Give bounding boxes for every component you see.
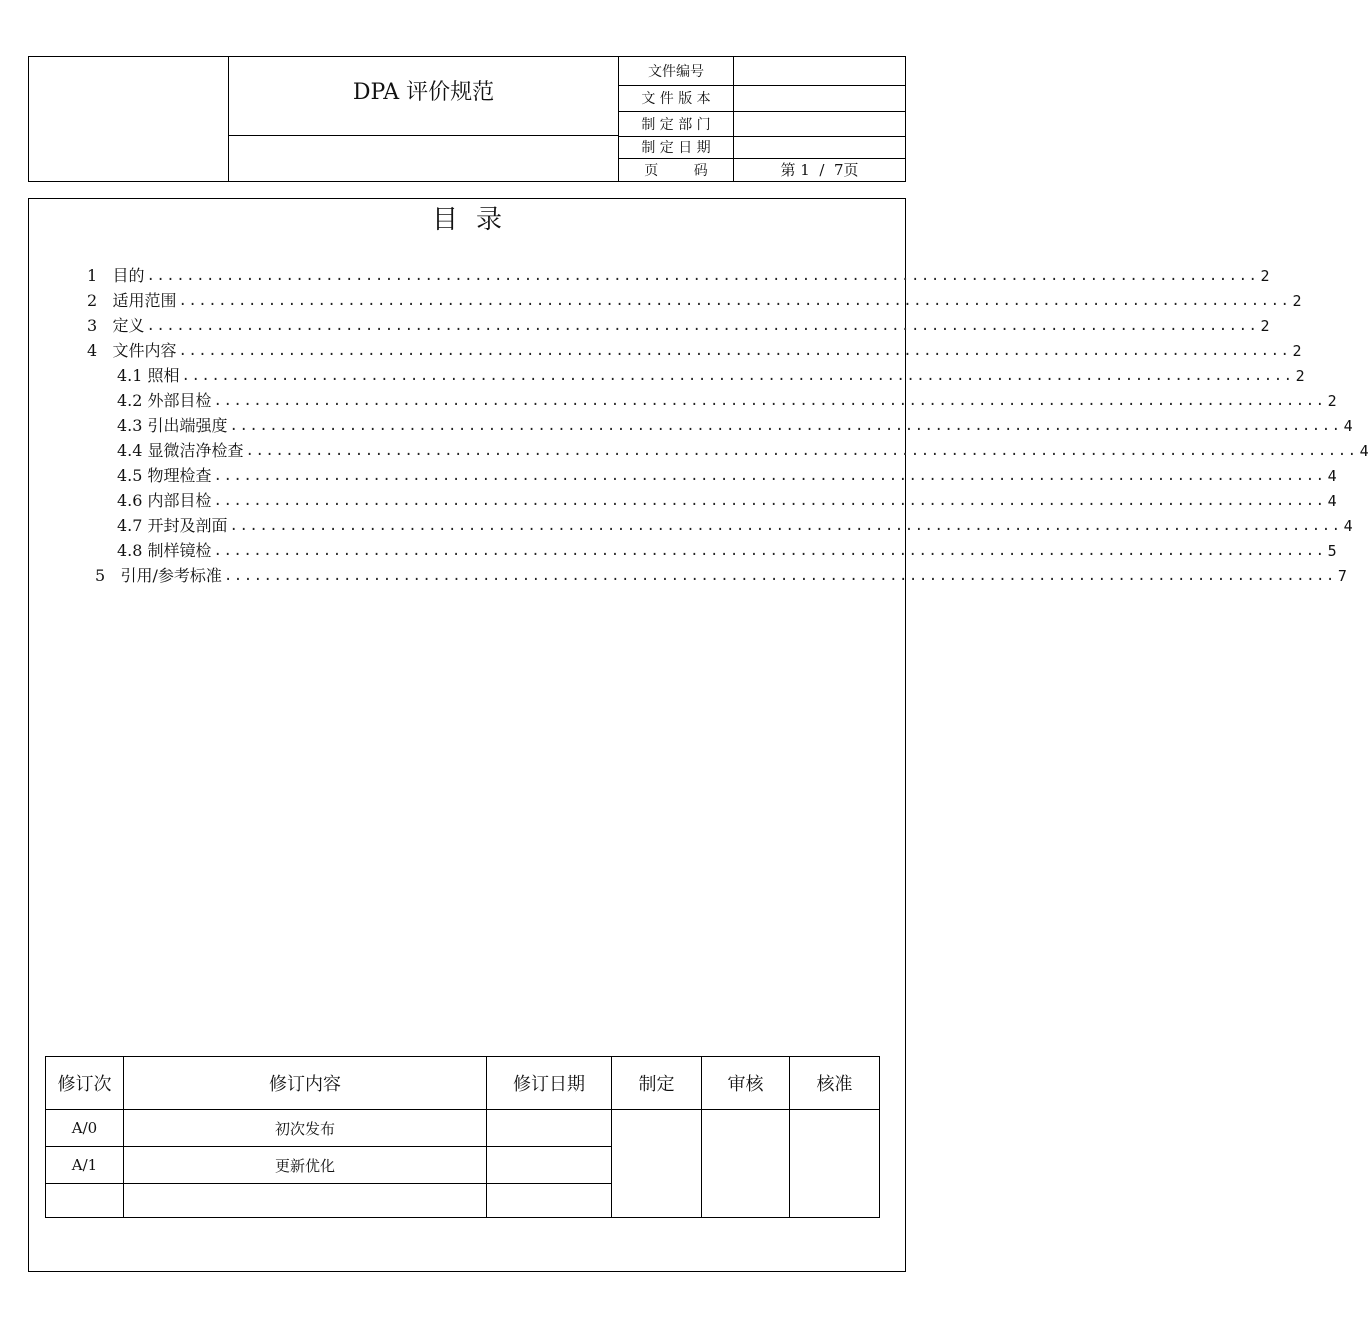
toc-leader: ................................................................................................................ [229, 418, 1342, 434]
toc-entry[interactable] [87, 436, 1369, 461]
toc-entry[interactable] [87, 461, 1337, 486]
toc-entry[interactable] [87, 561, 1347, 586]
toc-page: 5 [1327, 542, 1337, 560]
meta-row-version [619, 85, 905, 112]
col-header-revision: 修订次 [46, 1057, 124, 1110]
table-of-contents [87, 261, 1369, 586]
toc-entry[interactable] [87, 486, 1337, 511]
toc-title: 照相 [147, 366, 180, 385]
toc-entry[interactable] [87, 286, 1302, 311]
toc-title: 定义 [112, 316, 145, 335]
meta-row-doc-number [619, 57, 905, 86]
toc-number: 1 [87, 266, 113, 285]
toc-number: 3 [87, 316, 113, 335]
toc-leader: ................................................................................................................ [181, 368, 1294, 384]
title-cell [229, 57, 619, 136]
toc-number: 5 [95, 566, 121, 585]
toc-page: 4 [1327, 467, 1337, 485]
drafted-by-cell [612, 1110, 702, 1218]
toc-title: 文件内容 [112, 341, 177, 360]
toc-title: 适用范围 [112, 291, 177, 310]
page-counter: 第 1 / 7页 [780, 161, 859, 179]
col-header-approved-by: 核准 [790, 1057, 880, 1110]
meta-value [734, 111, 905, 136]
toc-leader: ................................................................................................................ [178, 343, 1291, 359]
toc-entry[interactable] [87, 261, 1270, 286]
col-header-content: 修订内容 [124, 1057, 487, 1110]
toc-title: 内部目检 [147, 491, 212, 510]
toc-page: 2 [1260, 267, 1270, 285]
toc-page: 2 [1295, 367, 1305, 385]
revision-code: A/1 [46, 1147, 124, 1184]
meta-label: 制 定 日 期 [619, 136, 734, 158]
revision-content [124, 1184, 487, 1218]
meta-value [734, 136, 905, 158]
toc-leader: ................................................................................................................ [213, 543, 1326, 559]
toc-page: 2 [1327, 392, 1337, 410]
toc-entry[interactable] [87, 536, 1337, 561]
toc-page: 4 [1343, 417, 1353, 435]
toc-title: 显微洁净检查 [147, 441, 244, 460]
toc-number: 4.1 [117, 366, 148, 385]
toc-title: 开封及剖面 [147, 516, 228, 535]
toc-leader: ................................................................................................................ [229, 518, 1342, 534]
toc-number: 4 [87, 341, 113, 360]
toc-title: 引出端强度 [147, 416, 228, 435]
revision-header-row [46, 1057, 880, 1110]
meta-label: 制 定 部 门 [619, 111, 734, 136]
toc-number: 4.2 [117, 391, 148, 410]
toc-leader: ................................................................................................................ [146, 318, 1259, 334]
meta-label: 文 件 版 本 [619, 85, 734, 111]
toc-number: 4.6 [117, 491, 148, 510]
meta-value [734, 85, 905, 111]
toc-entry[interactable] [87, 361, 1305, 386]
toc-entry[interactable] [87, 511, 1353, 536]
toc-page: 4 [1327, 492, 1337, 510]
revision-row [46, 1110, 880, 1147]
revision-history-table [45, 1056, 880, 1218]
subtitle-cell [229, 136, 619, 181]
toc-page: 2 [1260, 317, 1270, 335]
toc-leader: ................................................................................................................ [213, 393, 1326, 409]
col-header-date: 修订日期 [487, 1057, 612, 1110]
meta-row-page [619, 158, 905, 181]
meta-row-department [619, 111, 905, 137]
toc-number: 4.4 [117, 441, 148, 460]
toc-leader: ................................................................................................................ [213, 493, 1326, 509]
toc-page: 2 [1292, 292, 1302, 310]
meta-label: 文件编号 [619, 57, 734, 85]
toc-number: 4.5 [117, 466, 148, 485]
col-header-reviewed-by: 审核 [702, 1057, 790, 1110]
toc-entry[interactable] [87, 336, 1302, 361]
toc-leader: ................................................................................................................ [213, 468, 1326, 484]
revision-code: A/0 [46, 1110, 124, 1147]
toc-title: 外部目检 [147, 391, 212, 410]
toc-title: 目的 [112, 266, 145, 285]
revision-code [46, 1184, 124, 1218]
toc-title: 制样镜检 [147, 541, 212, 560]
toc-leader: ................................................................................................................ [245, 443, 1358, 459]
toc-entry[interactable] [87, 411, 1353, 436]
col-header-drafted-by: 制定 [612, 1057, 702, 1110]
reviewed-by-cell [702, 1110, 790, 1218]
toc-heading: 目录 [431, 205, 520, 235]
toc-page: 4 [1359, 442, 1369, 460]
toc-title: 引用/参考标准 [120, 566, 222, 585]
toc-number: 4.8 [117, 541, 148, 560]
toc-number: 4.7 [117, 516, 148, 535]
revision-date [487, 1147, 612, 1184]
logo-cell [29, 57, 229, 181]
revision-date [487, 1110, 612, 1147]
toc-number: 4.3 [117, 416, 148, 435]
toc-page: 4 [1343, 517, 1353, 535]
meta-value [734, 57, 905, 85]
toc-number: 2 [87, 291, 113, 310]
document-header [28, 56, 906, 182]
toc-page: 2 [1292, 342, 1302, 360]
toc-leader: ................................................................................................................ [178, 293, 1291, 309]
toc-page: 7 [1337, 567, 1347, 585]
meta-label: 页 码 [619, 158, 734, 181]
document-meta-table [619, 57, 905, 181]
toc-leader: ................................................................................................................ [223, 568, 1336, 584]
revision-content: 初次发布 [124, 1110, 487, 1147]
toc-entry[interactable] [87, 386, 1337, 411]
approved-by-cell [790, 1110, 880, 1218]
revision-content: 更新优化 [124, 1147, 487, 1184]
revision-date [487, 1184, 612, 1218]
toc-leader: ................................................................................................................ [146, 268, 1259, 284]
toc-entry[interactable] [87, 311, 1270, 336]
meta-row-date [619, 136, 905, 159]
document-title: DPA 评价规范 [352, 80, 495, 105]
toc-title: 物理检查 [147, 466, 212, 485]
